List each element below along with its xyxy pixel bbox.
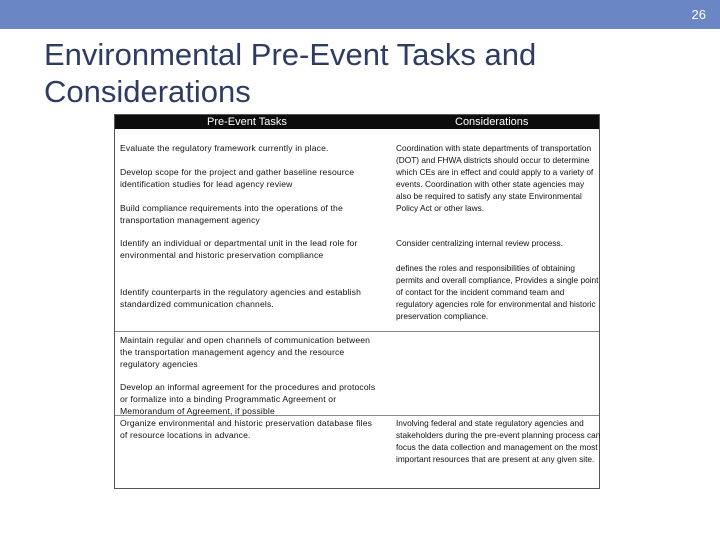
- consideration-cell: defines the roles and responsibilities of obtaining permits and overall compliance, Provides a single point of contact for the incident command team and regulatory agencies role for environmental and historic preservation compliance.: [396, 263, 599, 321]
- task-cell: Develop scope for the project and gather baseline resource identification studies for lead agency review: [120, 167, 355, 189]
- task-cell: Build compliance requirements into the operations of the transportation management agency: [120, 203, 343, 225]
- task-cell: Develop an informal agreement for the procedures and protocols or formalize into a binding Programmatic Agreement or Memorandum of Agreement, if possible: [120, 382, 376, 416]
- task-cell: Identify counterparts in the regulatory agencies and establish standardized communication channels.: [120, 287, 361, 309]
- tasks-table: [114, 114, 600, 489]
- consideration-cell: Coordination with state departments of transportation (DOT) and FHWA districts should occur to determine which CEs are in effect and could apply to a variety of events. Coordination with other state agencies may also be required to satisfy any state Environmental Policy Act or other laws.: [396, 143, 594, 213]
- task-cell: Evaluate the regulatory framework currently in place.: [120, 143, 329, 153]
- task-cell: Identify an individual or departmental unit in the lead role for environmental and historic preservation compliance: [120, 238, 358, 260]
- header-considerations: Considerations: [455, 116, 529, 128]
- header-bar: [0, 0, 720, 29]
- consideration-cell: Involving federal and state regulatory agencies and stakeholders during the pre-event planning process can focus the data collection and management on the most important resources that are present at any given site.: [396, 418, 601, 464]
- table-header-row: [115, 115, 599, 129]
- page-title: Environmental Pre-Event Tasks and Considerations: [44, 37, 537, 109]
- row-divider: [115, 331, 599, 332]
- task-cell: Organize environmental and historic preservation database files of resource locations in advance.: [120, 418, 373, 440]
- slide-number: 26: [691, 7, 706, 22]
- task-cell: Maintain regular and open channels of communication between the transportation management agency and the resource regulatory agencies: [120, 335, 371, 369]
- header-pre-event-tasks: Pre-Event Tasks: [207, 116, 287, 128]
- consideration-cell: Consider centralizing internal review process.: [396, 238, 563, 248]
